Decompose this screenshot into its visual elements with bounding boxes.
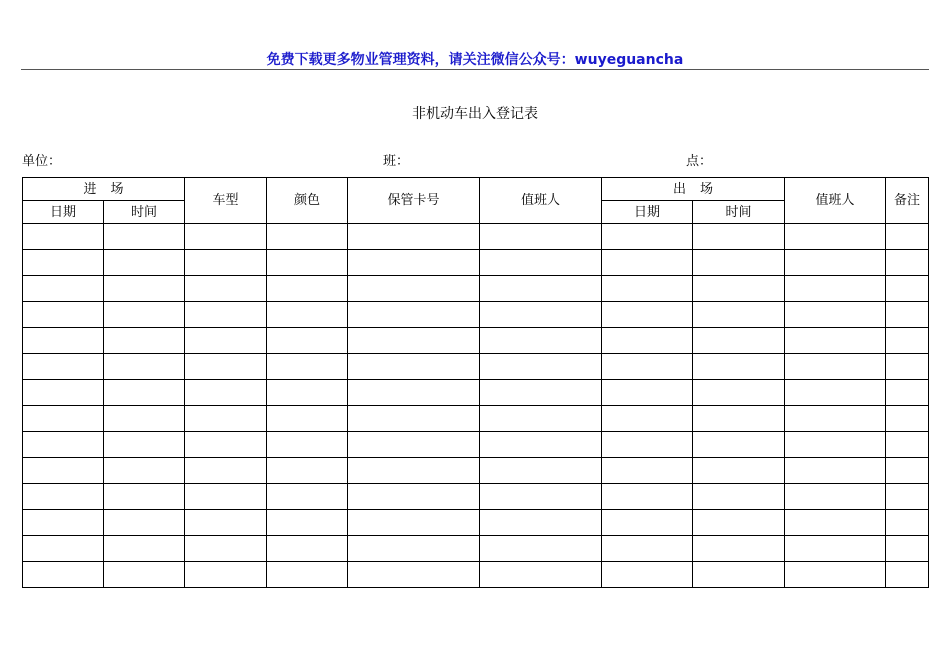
table-cell[interactable] — [23, 458, 104, 484]
exit-time-header: 时间 — [693, 201, 785, 224]
table-cell[interactable] — [104, 354, 185, 380]
table-cell[interactable] — [480, 562, 602, 588]
exit-group-header: 出场 — [602, 178, 785, 201]
table-cell[interactable] — [480, 406, 602, 432]
table-cell[interactable] — [267, 458, 348, 484]
table-cell[interactable] — [693, 484, 785, 510]
table-cell[interactable] — [267, 562, 348, 588]
table-cell[interactable] — [785, 432, 886, 458]
table-cell[interactable] — [104, 484, 185, 510]
table-cell[interactable] — [267, 302, 348, 328]
table-row — [23, 354, 929, 380]
table-row — [23, 536, 929, 562]
table-cell[interactable] — [185, 562, 267, 588]
table-cell[interactable] — [886, 328, 929, 354]
table-cell[interactable] — [886, 250, 929, 276]
table-cell[interactable] — [480, 458, 602, 484]
shift-label: 班： — [383, 154, 410, 169]
table-cell[interactable] — [602, 354, 693, 380]
table-cell[interactable] — [886, 406, 929, 432]
table-row — [23, 510, 929, 536]
table-row — [23, 250, 929, 276]
table-cell[interactable] — [267, 484, 348, 510]
table-cell[interactable] — [480, 536, 602, 562]
table-cell[interactable] — [23, 250, 104, 276]
table-cell[interactable] — [104, 302, 185, 328]
table-cell[interactable] — [104, 536, 185, 562]
table-cell[interactable] — [785, 458, 886, 484]
table-cell[interactable] — [480, 250, 602, 276]
table-cell[interactable] — [348, 276, 480, 302]
table-cell[interactable] — [267, 510, 348, 536]
table-cell[interactable] — [185, 276, 267, 302]
table-cell[interactable] — [104, 406, 185, 432]
table-row — [23, 484, 929, 510]
table-cell[interactable] — [693, 354, 785, 380]
table-cell[interactable] — [23, 406, 104, 432]
table-cell[interactable] — [348, 536, 480, 562]
table-cell[interactable] — [602, 276, 693, 302]
table-cell[interactable] — [693, 406, 785, 432]
table-cell[interactable] — [602, 484, 693, 510]
table-cell[interactable] — [693, 562, 785, 588]
table-cell[interactable] — [104, 250, 185, 276]
table-cell[interactable] — [348, 224, 480, 250]
entry-date-header: 日期 — [23, 201, 104, 224]
exit-date-header: 日期 — [602, 201, 693, 224]
table-cell[interactable] — [23, 354, 104, 380]
table-cell[interactable] — [480, 276, 602, 302]
table-cell[interactable] — [104, 328, 185, 354]
table-cell[interactable] — [348, 380, 480, 406]
table-row — [23, 562, 929, 588]
table-cell[interactable] — [693, 432, 785, 458]
table-cell[interactable] — [480, 302, 602, 328]
exit-attendant-header: 值班人 — [785, 178, 886, 224]
table-cell[interactable] — [693, 536, 785, 562]
table-cell[interactable] — [267, 224, 348, 250]
table-cell[interactable] — [693, 276, 785, 302]
table-cell[interactable] — [348, 562, 480, 588]
table-cell[interactable] — [23, 328, 104, 354]
table-cell[interactable] — [185, 250, 267, 276]
header-row-1 — [23, 178, 929, 201]
table-cell[interactable] — [348, 484, 480, 510]
registration-table — [22, 177, 929, 588]
table-cell[interactable] — [104, 380, 185, 406]
table-cell[interactable] — [348, 250, 480, 276]
table-cell[interactable] — [602, 510, 693, 536]
table-cell[interactable] — [693, 302, 785, 328]
table-row — [23, 458, 929, 484]
table-row — [23, 328, 929, 354]
table-cell[interactable] — [886, 458, 929, 484]
vehicle-type-header: 车型 — [185, 178, 267, 224]
table-cell[interactable] — [185, 458, 267, 484]
table-cell[interactable] — [185, 406, 267, 432]
entry-group-header: 进场 — [23, 178, 185, 201]
table-cell[interactable] — [267, 380, 348, 406]
table-cell[interactable] — [480, 328, 602, 354]
banner-text: 免费下载更多物业管理资料，请关注微信公众号：wuyeguancha — [266, 52, 684, 68]
table-cell[interactable] — [23, 224, 104, 250]
table-cell[interactable] — [267, 536, 348, 562]
table-cell[interactable] — [693, 380, 785, 406]
entry-time-header: 时间 — [104, 201, 185, 224]
table-cell[interactable] — [602, 406, 693, 432]
table-cell[interactable] — [785, 276, 886, 302]
table-row — [23, 224, 929, 250]
table-cell[interactable] — [104, 276, 185, 302]
table-cell[interactable] — [348, 458, 480, 484]
table-cell[interactable] — [693, 510, 785, 536]
table-cell[interactable] — [886, 510, 929, 536]
table-cell[interactable] — [104, 224, 185, 250]
table-cell[interactable] — [785, 562, 886, 588]
table-cell[interactable] — [23, 536, 104, 562]
table-cell[interactable] — [348, 354, 480, 380]
table-cell[interactable] — [23, 510, 104, 536]
table-cell[interactable] — [693, 328, 785, 354]
table-cell[interactable] — [785, 302, 886, 328]
table-cell[interactable] — [886, 380, 929, 406]
table-row — [23, 432, 929, 458]
table-cell[interactable] — [348, 302, 480, 328]
table-cell[interactable] — [693, 250, 785, 276]
table-cell[interactable] — [602, 562, 693, 588]
table-cell[interactable] — [886, 484, 929, 510]
table-cell[interactable] — [480, 224, 602, 250]
table-cell[interactable] — [267, 432, 348, 458]
table-cell[interactable] — [185, 328, 267, 354]
table-cell[interactable] — [785, 510, 886, 536]
table-row — [23, 380, 929, 406]
table-cell[interactable] — [602, 458, 693, 484]
table-cell[interactable] — [886, 354, 929, 380]
table-cell[interactable] — [185, 354, 267, 380]
table-cell[interactable] — [886, 432, 929, 458]
table-cell[interactable] — [185, 302, 267, 328]
table-cell[interactable] — [602, 328, 693, 354]
table-cell[interactable] — [602, 250, 693, 276]
table-cell[interactable] — [185, 484, 267, 510]
table-cell[interactable] — [348, 328, 480, 354]
unit-label: 单位： — [22, 154, 62, 169]
table-row — [23, 302, 929, 328]
table-cell[interactable] — [480, 510, 602, 536]
table-cell[interactable] — [267, 354, 348, 380]
table-cell[interactable] — [886, 224, 929, 250]
table-cell[interactable] — [602, 224, 693, 250]
table-cell[interactable] — [480, 432, 602, 458]
table-cell[interactable] — [23, 276, 104, 302]
table-cell[interactable] — [480, 484, 602, 510]
point-label: 点： — [686, 154, 713, 169]
table-cell[interactable] — [267, 250, 348, 276]
table-cell[interactable] — [602, 432, 693, 458]
table-cell[interactable] — [693, 458, 785, 484]
color-header: 颜色 — [267, 178, 348, 224]
table-cell[interactable] — [785, 380, 886, 406]
table-cell[interactable] — [785, 224, 886, 250]
banner-divider — [21, 69, 929, 70]
table-cell[interactable] — [602, 380, 693, 406]
table-cell[interactable] — [886, 276, 929, 302]
table-cell[interactable] — [602, 536, 693, 562]
table-cell[interactable] — [886, 562, 929, 588]
table-cell[interactable] — [185, 380, 267, 406]
table-cell[interactable] — [185, 510, 267, 536]
table-cell[interactable] — [23, 432, 104, 458]
table-cell[interactable] — [480, 380, 602, 406]
table-cell[interactable] — [23, 302, 104, 328]
table-cell[interactable] — [348, 510, 480, 536]
table-cell[interactable] — [23, 380, 104, 406]
table-cell[interactable] — [785, 328, 886, 354]
table-cell[interactable] — [602, 302, 693, 328]
table-cell[interactable] — [104, 458, 185, 484]
table-cell[interactable] — [104, 432, 185, 458]
table-cell[interactable] — [348, 432, 480, 458]
table-cell[interactable] — [785, 354, 886, 380]
table-cell[interactable] — [104, 562, 185, 588]
table-cell[interactable] — [267, 328, 348, 354]
table-cell[interactable] — [480, 354, 602, 380]
table-cell[interactable] — [185, 536, 267, 562]
table-cell[interactable] — [23, 562, 104, 588]
table-cell[interactable] — [785, 536, 886, 562]
form-title: 非机动车出入登记表 — [412, 106, 538, 122]
table-cell[interactable] — [693, 224, 785, 250]
table-cell[interactable] — [785, 406, 886, 432]
entry-attendant-header: 值班人 — [480, 178, 602, 224]
table-cell[interactable] — [348, 406, 480, 432]
card-number-header: 保管卡号 — [348, 178, 480, 224]
table-cell[interactable] — [185, 432, 267, 458]
table-cell[interactable] — [267, 406, 348, 432]
table-cell[interactable] — [785, 484, 886, 510]
table-cell[interactable] — [267, 276, 348, 302]
table-cell[interactable] — [23, 484, 104, 510]
remarks-header: 备注 — [886, 178, 929, 224]
table-cell[interactable] — [886, 302, 929, 328]
table-row — [23, 406, 929, 432]
table-cell[interactable] — [886, 536, 929, 562]
table-cell[interactable] — [104, 510, 185, 536]
table-cell[interactable] — [185, 224, 267, 250]
table-row — [23, 276, 929, 302]
table-cell[interactable] — [785, 250, 886, 276]
